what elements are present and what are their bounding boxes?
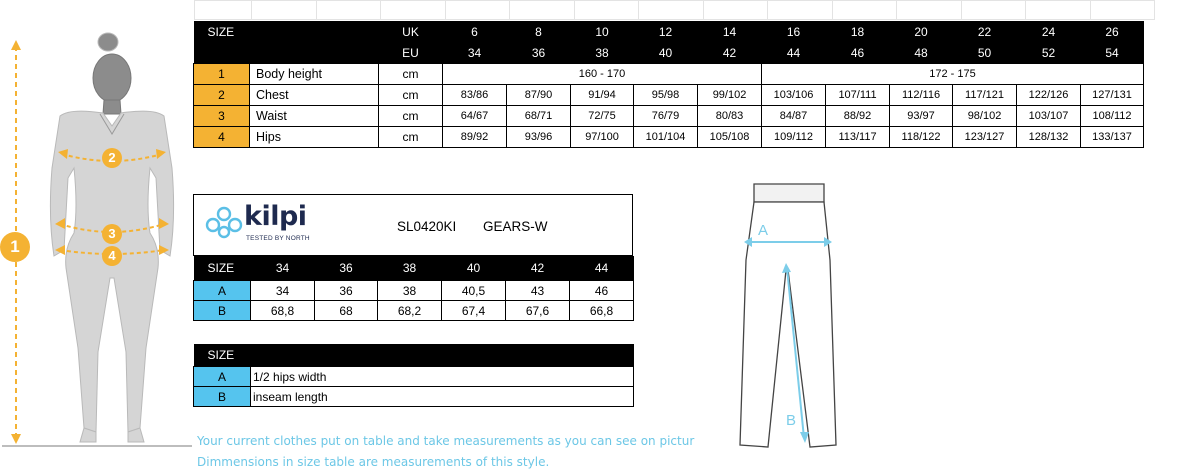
table-cell: 98/102 bbox=[953, 106, 1017, 127]
table-cell: 91/94 bbox=[571, 85, 634, 106]
uk-size: 24 bbox=[1017, 21, 1081, 42]
table-cell: 113/117 bbox=[826, 127, 890, 148]
table-cell: 43 bbox=[506, 281, 570, 301]
hips-row bbox=[194, 127, 1144, 148]
marker-chest-badge: 2 bbox=[102, 148, 122, 168]
body-height-row bbox=[194, 64, 1144, 85]
table-cell: 40,5 bbox=[442, 281, 506, 301]
body-measurement-figure bbox=[0, 18, 192, 458]
table-cell: 93/97 bbox=[890, 106, 953, 127]
size-header-label: SIZE bbox=[194, 21, 379, 42]
measurement-letter: A bbox=[194, 367, 251, 387]
waist-row bbox=[194, 106, 1144, 127]
table-cell: 68,2 bbox=[378, 301, 442, 321]
eu-size: 36 bbox=[507, 42, 571, 64]
row-number: 4 bbox=[194, 127, 250, 148]
marker-waist-badge: 3 bbox=[102, 224, 122, 244]
table-cell: 93/96 bbox=[507, 127, 571, 148]
instruction-note: Your current clothes put on table and take measurements as you can see on pictur bbox=[197, 434, 695, 448]
size-column-header: 34 bbox=[251, 256, 315, 281]
row-label: Hips bbox=[250, 127, 379, 148]
table-cell: 107/111 bbox=[826, 85, 890, 106]
table-cell: 112/116 bbox=[890, 85, 953, 106]
table-cell: 89/92 bbox=[443, 127, 507, 148]
table-cell: 46 bbox=[570, 281, 634, 301]
table-cell: 133/137 bbox=[1081, 127, 1144, 148]
table-cell: 87/90 bbox=[507, 85, 571, 106]
eu-size: 52 bbox=[1017, 42, 1081, 64]
legend-b-row bbox=[194, 387, 634, 407]
brand-tagline: TESTED BY NORTH bbox=[246, 235, 310, 242]
table-cell: 38 bbox=[378, 281, 442, 301]
measurement-description: 1/2 hips width bbox=[251, 367, 634, 387]
uk-size: 10 bbox=[571, 21, 634, 42]
measurement-description: inseam length bbox=[251, 387, 634, 407]
marker-hips-badge: 4 bbox=[102, 246, 122, 266]
chest-row bbox=[194, 85, 1144, 106]
table-cell: 67,4 bbox=[442, 301, 506, 321]
size-chart-table bbox=[193, 21, 1144, 148]
uk-size: 8 bbox=[507, 21, 571, 42]
table-cell: 97/100 bbox=[571, 127, 634, 148]
row-number: 3 bbox=[194, 106, 250, 127]
size-column-header: 36 bbox=[315, 256, 378, 281]
table-cell: 80/83 bbox=[698, 106, 762, 127]
row-unit: cm bbox=[379, 106, 443, 127]
size-column-header: 44 bbox=[570, 256, 634, 281]
eu-size: 46 bbox=[826, 42, 890, 64]
kilpi-logo-icon bbox=[204, 205, 244, 239]
eu-size: 50 bbox=[953, 42, 1017, 64]
row-label: Body height bbox=[250, 64, 379, 85]
measurement-legend-table bbox=[193, 344, 634, 407]
table-cell: 68/71 bbox=[507, 106, 571, 127]
brand-box bbox=[193, 194, 633, 256]
size-column-header: 40 bbox=[442, 256, 506, 281]
table-cell: 66,8 bbox=[570, 301, 634, 321]
eu-size: 48 bbox=[890, 42, 953, 64]
table-cell: 108/112 bbox=[1081, 106, 1144, 127]
table-cell: 127/131 bbox=[1081, 85, 1144, 106]
dimension-note: Dimmensions in size table are measurements of this style. bbox=[197, 455, 550, 469]
measurement-letter: B bbox=[194, 387, 251, 407]
eu-size: 38 bbox=[571, 42, 634, 64]
table-cell: 99/102 bbox=[698, 85, 762, 106]
table-cell: 83/86 bbox=[443, 85, 507, 106]
uk-size: 22 bbox=[953, 21, 1017, 42]
uk-size: 12 bbox=[634, 21, 698, 42]
eu-size: 34 bbox=[443, 42, 507, 64]
legend-a-row bbox=[194, 367, 634, 387]
table-cell: 95/98 bbox=[634, 85, 698, 106]
size-header-eu-row bbox=[194, 42, 1144, 64]
pants-label-b: B bbox=[786, 412, 797, 429]
product-code: SL0420KI bbox=[397, 219, 457, 234]
table-cell: 36 bbox=[315, 281, 378, 301]
row-unit: cm bbox=[379, 127, 443, 148]
size-column-header: 42 bbox=[506, 256, 570, 281]
measurement-a-row bbox=[194, 281, 634, 301]
eu-label: EU bbox=[379, 42, 443, 64]
uk-size: 6 bbox=[443, 21, 507, 42]
table-cell: 105/108 bbox=[698, 127, 762, 148]
uk-size: 14 bbox=[698, 21, 762, 42]
table-cell: 109/112 bbox=[762, 127, 826, 148]
pants-label-a: A bbox=[758, 222, 769, 239]
table-cell: 123/127 bbox=[953, 127, 1017, 148]
eu-size: 44 bbox=[762, 42, 826, 64]
product-name: GEARS-W bbox=[483, 219, 548, 234]
eu-size: 42 bbox=[698, 42, 762, 64]
uk-label: UK bbox=[379, 21, 443, 42]
eu-size: 54 bbox=[1081, 42, 1144, 64]
uk-size: 20 bbox=[890, 21, 953, 42]
size-header-label: SIZE bbox=[194, 344, 634, 367]
measurement-letter: B bbox=[194, 301, 251, 321]
marker-height-badge: 1 bbox=[0, 232, 30, 262]
size-header-uk-row bbox=[194, 21, 1144, 42]
uk-size: 26 bbox=[1081, 21, 1144, 42]
table-cell: 128/132 bbox=[1017, 127, 1081, 148]
legend-header-row bbox=[194, 344, 634, 367]
table-cell: 68 bbox=[315, 301, 378, 321]
uk-size: 16 bbox=[762, 21, 826, 42]
product-measurement-table bbox=[193, 256, 634, 321]
table-cell: 76/79 bbox=[634, 106, 698, 127]
table-cell: 103/107 bbox=[1017, 106, 1081, 127]
eu-size: 40 bbox=[634, 42, 698, 64]
table-cell: 101/104 bbox=[634, 127, 698, 148]
row-number: 2 bbox=[194, 85, 250, 106]
table-cell: 117/121 bbox=[953, 85, 1017, 106]
table-cell: 88/92 bbox=[826, 106, 890, 127]
size-header-label: SIZE bbox=[194, 256, 251, 281]
size-column-header: 38 bbox=[378, 256, 442, 281]
product-size-header-row bbox=[194, 256, 634, 281]
row-label: Chest bbox=[250, 85, 379, 106]
row-label: Waist bbox=[250, 106, 379, 127]
row-number: 1 bbox=[194, 64, 250, 85]
height-range-cell: 160 - 170 bbox=[443, 64, 762, 85]
table-cell: 67,6 bbox=[506, 301, 570, 321]
table-cell: 122/126 bbox=[1017, 85, 1081, 106]
table-cell: 34 bbox=[251, 281, 315, 301]
uk-size: 18 bbox=[826, 21, 890, 42]
brand-name: kilpi bbox=[244, 201, 307, 232]
table-cell: 72/75 bbox=[571, 106, 634, 127]
table-cell: 64/67 bbox=[443, 106, 507, 127]
row-unit: cm bbox=[379, 64, 443, 85]
measurement-b-row bbox=[194, 301, 634, 321]
table-cell: 103/106 bbox=[762, 85, 826, 106]
height-range-cell: 172 - 175 bbox=[762, 64, 1144, 85]
row-unit: cm bbox=[379, 85, 443, 106]
table-cell: 68,8 bbox=[251, 301, 315, 321]
measurement-letter: A bbox=[194, 281, 251, 301]
grid-stub bbox=[194, 0, 1155, 20]
table-cell: 118/122 bbox=[890, 127, 953, 148]
table-cell: 84/87 bbox=[762, 106, 826, 127]
